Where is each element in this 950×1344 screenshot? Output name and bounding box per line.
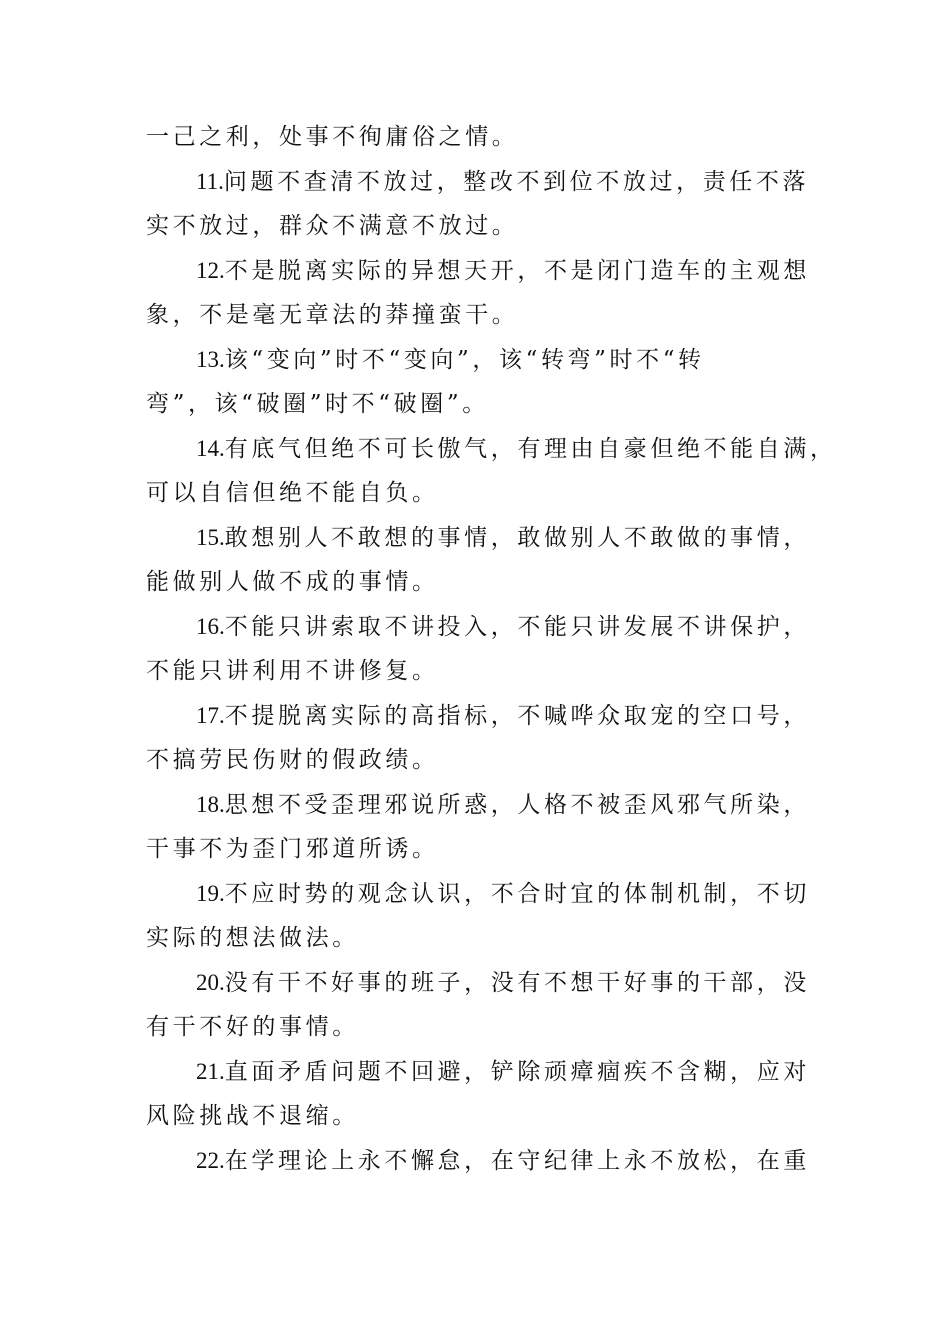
item-number: 15.	[196, 524, 225, 550]
text-line-20	[146, 961, 818, 1006]
item-number: 22.	[196, 1147, 225, 1173]
text-line-17	[146, 827, 818, 872]
text-line-4	[146, 249, 818, 294]
text-line-13	[146, 649, 818, 694]
item-number: 13.	[196, 346, 225, 372]
item-number: 20.	[196, 969, 225, 995]
line-text: 问题不查清不放过，整改不到位不放过，责任不落	[223, 168, 810, 195]
text-line-11	[146, 560, 818, 605]
line-text: 弯”，该“破圈”时不“破圈”。	[146, 391, 489, 417]
line-text: 风险挑战不退缩。	[146, 1103, 359, 1129]
line-text: 不能只讲索取不讲投入，不能只讲发展不讲保护，	[224, 613, 810, 640]
text-line-14	[146, 694, 818, 739]
text-line-12	[146, 605, 818, 650]
text-line-1	[146, 115, 818, 160]
line-text: 敢想别人不敢想的事情，敢做别人不敢做的事情，	[224, 524, 810, 551]
text-line-18	[146, 872, 818, 917]
line-text: 不搞劳民伤财的假政绩。	[146, 747, 439, 773]
line-text: 能做别人做不成的事情。	[146, 569, 439, 595]
line-text: 有底气但绝不可长傲气，有理由自豪但绝不能自满，	[224, 435, 837, 462]
line-text: 实不放过，群众不满意不放过。	[146, 213, 519, 239]
document-body	[146, 115, 837, 1183]
item-number: 19.	[196, 880, 225, 906]
line-text: 象，不是毫无章法的莽撞蛮干。	[146, 302, 519, 328]
item-number: 11.	[196, 168, 224, 194]
line-text: 可以自信但绝不能自负。	[146, 480, 439, 506]
item-number: 16.	[196, 613, 225, 639]
text-line-21	[146, 1005, 818, 1050]
line-text: 有干不好的事情。	[146, 1014, 359, 1040]
line-text: 一己之利，处事不徇庸俗之情。	[146, 124, 519, 150]
text-line-5	[146, 293, 818, 338]
text-line-10	[146, 516, 818, 561]
text-line-19	[146, 916, 818, 961]
text-line-16	[146, 783, 818, 828]
line-text: 实际的想法做法。	[146, 925, 359, 951]
line-text: 在学理论上永不懈怠，在守纪律上永不放松，在重	[224, 1147, 810, 1174]
item-number: 18.	[196, 791, 225, 817]
line-text: 没有干不好事的班子，没有不想干好事的干部，没	[224, 969, 810, 996]
line-text: 干事不为歪门邪道所诱。	[146, 836, 439, 862]
text-line-15	[146, 738, 818, 783]
text-line-7	[146, 382, 818, 427]
text-line-2	[146, 160, 818, 205]
text-line-9	[146, 471, 818, 516]
item-number: 17.	[196, 702, 225, 728]
item-number: 12.	[196, 257, 225, 283]
line-text: 该“变向”时不“变向”，该“转弯”时不“转	[224, 346, 705, 373]
text-line-6	[146, 338, 818, 383]
line-text: 直面矛盾问题不回避，铲除顽瘴痼疾不含糊，应对	[224, 1058, 810, 1085]
text-line-8	[146, 427, 837, 472]
line-text: 思想不受歪理邪说所惑，人格不被歪风邪气所染，	[224, 791, 810, 818]
item-number: 14.	[196, 435, 225, 461]
line-text: 不应时势的观念认识，不合时宜的体制机制，不切	[224, 880, 810, 907]
line-text: 不是脱离实际的异想天开，不是闭门造车的主观想	[224, 257, 810, 284]
item-number: 21.	[196, 1058, 225, 1084]
text-line-22	[146, 1050, 818, 1095]
line-text: 不提脱离实际的高指标，不喊哗众取宠的空口号，	[224, 702, 810, 729]
text-line-24	[146, 1139, 818, 1184]
line-text: 不能只讲利用不讲修复。	[146, 658, 439, 684]
text-line-3	[146, 204, 818, 249]
text-line-23	[146, 1094, 818, 1139]
